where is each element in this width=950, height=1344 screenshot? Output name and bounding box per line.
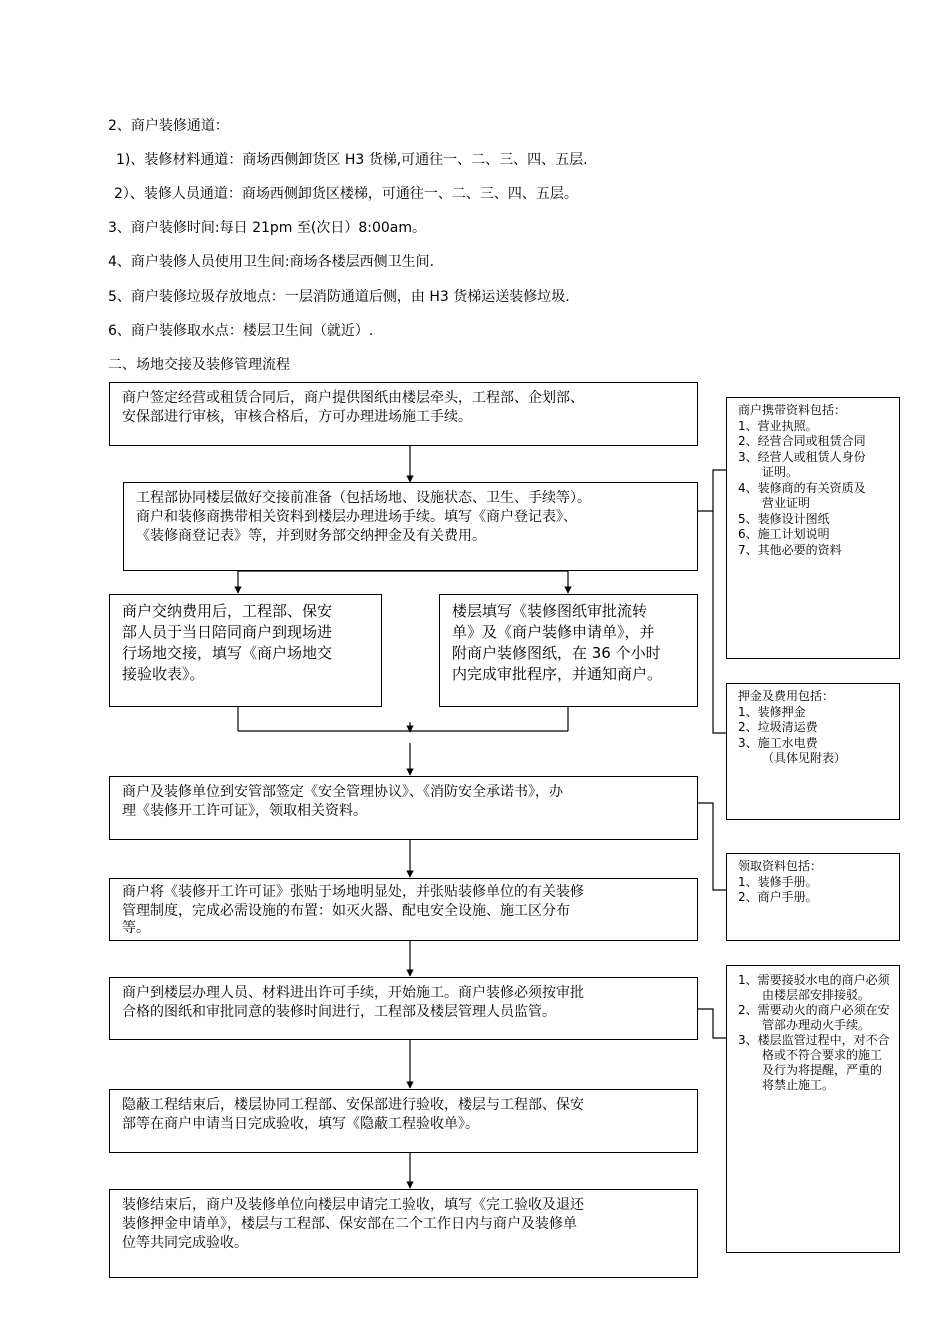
- material-channel-text: 1)、装修材料通道：商场西侧卸货区 H3 货梯,可通往一、二、三、四、五层.: [116, 152, 588, 168]
- step-2-line: 工程部协同楼层做好交接前准备（包括场地、设施状态、卫生、手续等）。: [136, 490, 591, 506]
- step-3a-line: 接验收表》。: [122, 665, 205, 683]
- side-materials-title: 商户携带资料包括：: [738, 403, 847, 417]
- step-3a-line: 部人员于当日陪同商户到现场进: [122, 623, 333, 641]
- step-5-permit-posting: [109, 878, 698, 941]
- renovation-time-text: 3、商户装修时间:每日 21pm 至(次日）8:00am。: [108, 220, 426, 236]
- heading-renovation-channels: 2、商户装修通道：: [108, 118, 229, 134]
- step-8-line: 装修结束后，商户及装修单位向楼层申请完工验收，填写《完工验收及退还: [122, 1197, 584, 1213]
- side-materials-item: 3、经营人或租赁人身份: [738, 449, 866, 464]
- step-3b-line: 楼层填写《装修图纸审批流转: [452, 602, 648, 620]
- step-2-line: 《装修商登记表》等，并到财务部交纳押金及有关费用。: [136, 528, 486, 544]
- step-3b-line: 附商户装修图纸，在 36 个小时: [452, 644, 661, 662]
- step-4-line: 商户及装修单位到安管部签定《安全管理协议》、《消防安全承诺书》，办: [122, 784, 563, 800]
- side-materials-item: 2、经营合同或租赁合同: [738, 434, 866, 448]
- side-notes-item: 1、需要接驳水电的商户必须由楼层部安排接驳。: [738, 973, 890, 1002]
- side-materials-item: 6、施工计划说明: [738, 527, 830, 541]
- step-3b-line: 单》及《商户装修申请单》，并: [452, 623, 655, 641]
- side-receive-title: 领取资料包括：: [738, 859, 823, 873]
- restroom-text: 4、商户装修人员使用卫生间:商场各楼层西侧卫生间.: [108, 254, 435, 270]
- step-6-line: 合格的图纸和审批同意的装修时间进行，工程部及楼层管理人员监管。: [122, 1004, 556, 1020]
- side-notes-list: [726, 965, 900, 1253]
- side-notes-item: 3、楼层监管过程中，对不合格或不符合要求的施工及行为将提醒，严重的将禁止施工。: [738, 1033, 890, 1092]
- side-materials-item: 营业证明: [762, 496, 811, 510]
- step-1-contract-review: [109, 382, 698, 446]
- step-7-concealed-work-acceptance: [109, 1089, 698, 1153]
- staff-channel-text: 2）、装修人员通道：商场西侧卸货区楼梯，可通往一、二、三、四、五层。: [114, 186, 578, 202]
- side-materials-item: 证明。: [762, 465, 799, 479]
- section-title-flow: 二、场地交接及装修管理流程: [108, 357, 290, 373]
- step-8-line: 装修押金申请单》，楼层与工程部、保安部在二个工作日内与商户及装修单: [122, 1216, 577, 1232]
- step-1-line: 商户签定经营或租赁合同后，商户提供图纸由楼层牵头，工程部、企划部、: [122, 390, 584, 406]
- side-materials-item: 4、装修商的有关资质及: [738, 480, 866, 495]
- side-fees-list: [726, 683, 900, 820]
- step-8-line: 位等共同完成验收。: [122, 1235, 248, 1251]
- step-3b-drawing-approval: [439, 594, 698, 707]
- side-fees-item: 2、垃圾清运费: [738, 720, 818, 734]
- side-receive-item: 2、商户手册。: [738, 890, 818, 904]
- step-4-line: 理《装修开工许可证》，领取相关资料。: [122, 803, 367, 819]
- side-fees-item: 1、装修押金: [738, 704, 806, 719]
- step-4-safety-agreement: [109, 776, 698, 840]
- step-6-start-construction: [109, 977, 698, 1040]
- side-materials-item: 5、装修设计图纸: [738, 511, 830, 526]
- side-materials-list: [726, 397, 900, 659]
- step-2-handover-preparation: [123, 482, 698, 571]
- step-3a-site-handover: [109, 594, 382, 707]
- side-notes-item: 2、需要动火的商户必须在安管部办理动火手续。: [738, 1003, 890, 1032]
- side-fees-title: 押金及费用包括：: [738, 689, 835, 703]
- side-fees-item: 3、施工水电费: [738, 735, 818, 750]
- side-materials-item: 7、其他必要的资料: [738, 542, 842, 557]
- step-7-line: 部等在商户申请当日完成验收，填写《隐蔽工程验收单》。: [122, 1116, 479, 1132]
- garbage-location-text: 5、商户装修垃圾存放地点：一层消防通道后侧，由 H3 货梯运送装修垃圾.: [108, 289, 570, 305]
- step-3a-line: 商户交纳费用后，工程部、保安: [122, 602, 333, 620]
- step-6-line: 商户到楼层办理人员、材料进出许可手续，开始施工。商户装修必须按审批: [122, 985, 584, 1001]
- step-5-line: 管理制度，完成必需设施的布置：如灭火器、配电安全设施、施工区分布: [122, 903, 570, 919]
- side-receive-list: [726, 853, 900, 941]
- step-7-line: 隐蔽工程结束后，楼层协同工程部、安保部进行验收，楼层与工程部、保安: [122, 1097, 584, 1113]
- step-3b-line: 内完成审批程序，并通知商户。: [452, 665, 663, 683]
- side-materials-item: 1、营业执照。: [738, 418, 818, 433]
- step-5-line: 等。: [122, 920, 150, 936]
- side-receive-item: 1、装修手册。: [738, 874, 818, 889]
- step-3a-line: 行场地交接，填写《商户场地交: [122, 644, 333, 662]
- side-fees-item: （具体见附表）: [762, 751, 847, 765]
- step-2-line: 商户和装修商携带相关资料到楼层办理进场手续。填写《商户登记表》、: [136, 509, 577, 525]
- step-8-completion-acceptance: [109, 1189, 698, 1278]
- step-5-line: 商户将《装修开工许可证》张贴于场地明显处，并张贴装修单位的有关装修: [122, 884, 584, 900]
- step-1-line: 安保部进行审核，审核合格后，方可办理进场施工手续。: [122, 409, 472, 425]
- water-point-text: 6、商户装修取水点：楼层卫生间（就近）.: [108, 323, 374, 339]
